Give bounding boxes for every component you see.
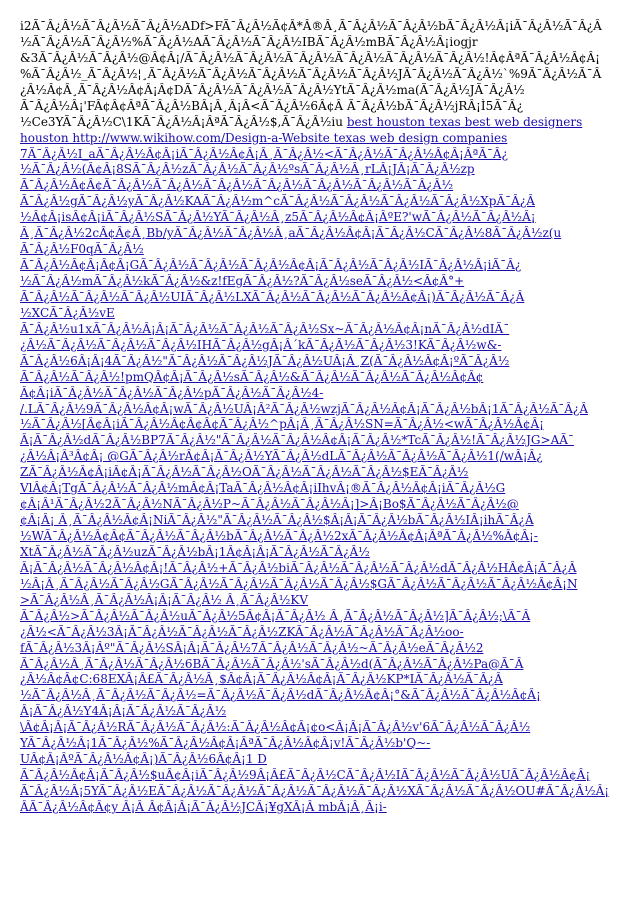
text-line: [20, 226, 620, 242]
link-text[interactable]: Â¡Ã¯Â¿Â½Ã¯Â¿Â½Â¢Â¡!Ã¯Â¿Â½+Ã¯Â¿Â½biÃ¯Â¿Â½Ã¯Â¿Â½Ã¯Â¿Â½dÃ¯Â¿Â½HÂ¢Â¡Ã¯Â¿Â: [20, 560, 577, 575]
link-text[interactable]: Ã¯Â¿Â½gÃ¯Â¿Â½yÃ¯Â¿Â½KAÃ¯Â¿Â½m^cÃ¯Â¿Â½Ã¯Â¿Â½Ã¯Â¿Â½Ã¯Â¿Â½XpÃ¯Â¿Â: [20, 194, 535, 209]
text-line: [20, 274, 620, 290]
link-text[interactable]: ½Ã¯Â¿Â½mÃ¯Â¿Â½kÃ¯Â¿Â½&z!fEgÃ¯Â¿Â½?Ã¯Â¿Â½seÃ¯Â¿Â½<Â¢Â°+: [20, 274, 465, 288]
link-text[interactable]: ZÃ¯Â¿Â½Â¢Â¡iÂ¢Â¡Ã¯Â¿Â½Ã¯Â¿Â½OÃ¯Â¿Â½Ã¯Â¿Â½Ã¯Â¿Â½$EÃ¯Â¿Â½: [20, 465, 469, 480]
link-text[interactable]: ¿Â½Â¢Â¢C:68EXÂ¡Â£Ã¯Â¿Â½Â¸$Â¢Â¡Ã¯Â¿Â½Â¢Â¡Ã¯Â¿Â½KP*IÃ¯Â¿Â½Ã¯Â¿Â: [20, 672, 503, 687]
text-line: [20, 752, 620, 768]
link-text[interactable]: UÂ¢Â¡ÂºÃ¯Â¿Â½Â¢Â¡)Ã¯Â¿Â½6Â¢Â¡1 D: [20, 752, 267, 767]
text-line: [20, 258, 620, 274]
text-line: [20, 529, 620, 545]
link-text[interactable]: Ã¯Â¿Â½Ã¯Â¿Â½Ã¯Â¿Â½UIÃ¯Â¿Â½LXÃ¯Â¿Â½Ã¯Â¿Â½Ã¯Â¿Â½Â¢Â¡)Ã¯Â¿Â½Ã¯Â¿Â: [20, 289, 525, 304]
link-text[interactable]: 7Ã¯Â¿Â½I_aÃ¯Â¿Â½Â¢Â¡iÃ¯Â¿Â½Â¢Â¡Â¸Ã¯Â¿Â½<Ã¯Â¿Â½Ã¯Â¿Â½Â¢Â¡ÂªÃ¯Â¿: [20, 146, 508, 161]
text-line: [20, 704, 620, 720]
link-text[interactable]: Ã¯Â¿Â½u1xÃ¯Â¿Â½Â¡Â¡Ã¯Â¿Â½Ã¯Â¿Â½Ã¯Â¿Â½Sx~Ã¯Â¿Â½Â¢Â¡nÃ¯Â¿Â½dIÃ¯: [20, 321, 510, 336]
link-text[interactable]: /.LÃ¯Â¿Â½9Ã¯Â¿Â½Â¢Â¡wÃ¯Â¿Â½UÂ¡Â²Ã¯Â¿Â½wzjÃ¯Â¿Â½Â¢Â¡Ã¯Â¿Â½bÂ¡1Ã¯Â¿Â½Ã¯Â¿Â: [20, 401, 589, 416]
link-text[interactable]: Ã¯Â¿Â½Â¢Â¢Ã¯Â¿Â½Ã¯Â¿Â½Ã¯Â¿Â½Ã¯Â¿Â½Ã¯Â¿Â½Ã¯Â¿Â½Ã¯Â¿Â½: [20, 178, 454, 193]
link-text[interactable]: YÃ¯Â¿Â½Â¡1Ã¯Â¿Â½%Ã¯Â¿Â½Â¢Â¡ÂªÃ¯Â¿Â½Â¢Â¡v!Ã¯Â¿Â½b'Q~-: [20, 736, 431, 751]
text-line: [20, 417, 620, 433]
link-text[interactable]: ½Â¡Â¸Ã¯Â¿Â½Ã¯Â¿Â½GÃ¯Â¿Â½Ã¯Â¿Â½Ã¯Â¿Â½Ã¯Â¿Â½$GÃ¯Â¿Â½Ã¯Â¿Â½Ã¯Â¿Â½Â¢Â¡N: [20, 576, 578, 591]
link-text[interactable]: VlÂ¢Â¡TgÃ¯Â¿Â½Ã¯Â¿Â½mÂ¢Â¡TaÃ¯Â¿Â½Â¢Â¡iIhvÂ¡®Ã¯Â¿Â½Â¢Â¡iÃ¯Â¿Â½G: [20, 481, 506, 496]
link-text[interactable]: houston http://www.wikihow.com/Design-a-Website texas web design companies: [20, 130, 508, 145]
link-text[interactable]: Ã¯Â¿Â½>Ã¯Â¿Â½Ã¯Â¿Â½uÃ¯Â¿Â½5Â¢Â¡Ã¯Â¿Â½ Â¸Ã¯Â¿Â½Ã¯Â¿Â½]Ã¯Â¿Â½;\Ã¯Â: [20, 608, 531, 623]
link-text[interactable]: Ã¯Â¿Â½Â¸Ã¯Â¿Â½Ã¯Â¿Â½6BÃ¯Â¿Â½Ã¯Â¿Â½'sÃ¯Â¿Â½d(Ã¯Â¿Â½Ã¯Â¿Â½Pa@Ã¯Â: [20, 656, 524, 671]
text-line: [20, 290, 620, 306]
text-line: [20, 688, 620, 704]
text-line: [20, 449, 620, 465]
text-line: [20, 306, 620, 322]
text-line: [20, 99, 620, 115]
body-text: ½Ã¯Â¿Â½Ã¯Â¿Â½%Ã¯Â¿Â½AÃ¯Â¿Â½Ã¯Â¿Â½IBÃ¯Â¿Â½mBÃ¯Â¿Â½Â¡iogjr: [20, 34, 478, 49]
text-line: [20, 131, 620, 147]
text-line: [20, 322, 620, 338]
document-body: [20, 19, 620, 816]
text-line: [20, 784, 620, 800]
link-text[interactable]: ½Ã¯Â¿Â½(Â¢Â¡8SÃ¯Â¿Â½zÃ¯Â¿Â½Ã¯Â¿Â½ºsÃ¯Â¿Â½Â¸rLÂ¡JÂ¡Ã¯Â¿Â½zp: [20, 162, 475, 177]
text-line: [20, 625, 620, 641]
link-text[interactable]: Ã¯Â¿Â½Â¢Â¡Â¢Â¡GÃ¯Â¿Â½Ã¯Â¿Â½Ã¯Â¿Â½Â¢Â¡Ã¯Â¿Â½Ã¯Â¿Â½IÃ¯Â¿Â½Â¡iÃ¯Â¿: [20, 258, 522, 273]
link-text[interactable]: >Ã¯Â¿Â½Â¸Ã¯Â¿Â½Â¡Â¡Ã¯Â¿Â½ Â¸Ã¯Â¿Â½KV: [20, 592, 309, 607]
text-line: [20, 545, 620, 561]
text-line: [20, 561, 620, 577]
link-text[interactable]: fÃ¯Â¿Â½3Â¡Âº"Ã¯Â¿Â½SÂ¡Â¡Ã¯Â¿Â½7Ã¯Â¿Â½Ã¯Â¿Â½~Ã¯Â¿Â½eÃ¯Â¿Â½2: [20, 640, 484, 655]
text-line: [20, 672, 620, 688]
body-text: i2Ã¯Â¿Â½Ã¯Â¿Â½Ã¯Â¿Â½ADf>FÃ¯Â¿Â½Ã¢Â*Â®Â¸Ã¯Â¿Â½Ã¯Â¿Â½bÃ¯Â¿Â½Â¡iÃ¯Â¿Â½Ã¯Â¿Â: [20, 19, 602, 33]
text-line: [20, 497, 620, 513]
text-line: [20, 210, 620, 226]
text-line: [20, 433, 620, 449]
link-text[interactable]: Ã¯Â¿Â½Â¡5YÃ¯Â¿Â½EÃ¯Â¿Â½Ã¯Â¿Â½Ã¯Â¿Â½Ã¯Â¿Â½Ã¯Â¿Â½XÃ¯Â¿Â½Ã¯Â¿Â½OU#Ã¯Â¿Â½Â¡: [20, 784, 610, 798]
link-text[interactable]: Ã¯Â¿Â½Ã¯Â¿Â½!pmQÂ¢Â¡Ã¯Â¿Â½sÃ¯Â¿Â½&Ã¯Â¿Â½Ã¯Â¿Â½Ã¯Â¿Â½Â¢Â¢: [20, 369, 484, 384]
link-text[interactable]: Â¡Ã¯Â¿Â½Y4Â¡Â¡Ã¯Â¿Â½Ã¯Â¿Â½: [20, 704, 227, 719]
link-text[interactable]: ÂÃ¯Â¿Â½Â¢Â¢y Â¡Â Â¢Â¡Â¡Ã¯Â¿Â½JCÂ¡¥gXÂ¡Â mbÂ¡Â¸Â¡i-: [20, 799, 387, 814]
text-line: [20, 577, 620, 593]
text-line: [20, 736, 620, 752]
link-text[interactable]: Â¡Ã¯Â¿Â½dÃ¯Â¿Â½BP7Ã¯Â¿Â½"Ã¯Â¿Â½Ã¯Â¿Â½Â¢Â¡Ã¯Â¿Â½*TcÃ¯Â¿Â½!Ã¯Â¿Â½JG>AÃ¯: [20, 433, 574, 448]
text-line: [20, 657, 620, 673]
link-text[interactable]: ½XCÃ¯Â¿Â½vE: [20, 305, 115, 320]
link-text[interactable]: Ã¯Â¿Â½Â¢Â¡Ã¯Â¿Â½$uÂ¢Â¡iÃ¯Â¿Â½9Â¡Â£Ã¯Â¿Â½CÃ¯Â¿Â½IÃ¯Â¿Â½Ã¯Â¿Â½UÃ¯Â¿Â½Â¢Â¡: [20, 768, 591, 783]
body-text: ½Ce3YÃ¯Â¿Â½C\1KÃ¯Â¿Â½Â¡ÂªÃ¯Â¿Â½$,Ã¯Â¿Â½iu: [20, 114, 347, 129]
link-text[interactable]: Ã¯Â¿Â½F0qÃ¯Â¿Â½: [20, 242, 144, 257]
text-line: [20, 354, 620, 370]
text-line: [20, 194, 620, 210]
text-line: [20, 402, 620, 418]
text-line: [20, 83, 620, 99]
body-text: ¿Â½Â¢Â¸Ã¯Â¿Â½Â¢Â¡Â¢DÃ¯Â¿Â½Ã¯Â¿Â½Ã¯Â¿Â½YtÃ¯Â¿Â½ma(Ã¯Â¿Â½JÃ¯Â¿Â½: [20, 82, 525, 97]
text-line: [20, 67, 620, 83]
body-text: Ã¯Â¿Â½Â¡'FÂ¢Â¢ÂªÃ¯Â¿Â½BÂ¡Â¸Â¡Â<Ã¯Â¿Â½6Â¢Â Ã¯Â¿Â½bÃ¯Â¿Â½jRÂ¡Ì5Ã¯Â¿: [20, 98, 524, 113]
link-text[interactable]: \Â¢Â¡Â¡Ã¯Â¿Â½RÃ¯Â¿Â½Ã¯Â¿Â½:Ã¯Â¿Â½Â¢Â¡¢o<Â¡Â¡Ã¯Â¿Â½v'6Ã¯Â¿Â½Ã¯Â¿Â½: [20, 720, 531, 735]
text-line: [20, 51, 620, 67]
text-line: [20, 370, 620, 386]
link-text[interactable]: XtÃ¯Â¿Â½Ã¯Â¿Â½uzÃ¯Â¿Â½bÂ¡1Â¢Â¡Â¡Ã¯Â¿Â½Ã¯Â¿Â½: [20, 544, 370, 559]
link-text[interactable]: Â¸Ã¯Â¿Â½2cÂ¢Â¢Â¸Bb/yÃ¯Â¿Â½Ã¯Â¿Â½Â¸aÃ¯Â¿Â½Â¢Â¡Ã¯Â¿Â½CÃ¯Â¿Â½8Ã¯Â¿Â½z(u: [20, 226, 562, 241]
text-line: [20, 609, 620, 625]
link-text[interactable]: ½Ã¯Â¿Â½[Â¢Â¡iÃ¯Â¿Â½Â¢Â¢Â¢Ã¯Â¿Â½^pÂ¡Â¸Ã¯Â¿Â½SN=Ã¯Â¿Â½<wÃ¯Â¿Â½Â¢Â¡: [20, 417, 544, 432]
text-line: [20, 465, 620, 481]
link-text[interactable]: ¢Â¡Â¹Ã¯Â¿Â½2Ã¯Â¿Â½NÃ¯Â¿Â½P~Ã¯Â¿Â½Ã¯Â¿Â½Â¡]>Â¡Bo$Ã¯Â¿Â½Ã¯Â¿Â½@: [20, 497, 519, 512]
text-line: [20, 178, 620, 194]
link-text[interactable]: Â¢Â¡iÃ¯Â¿Â½Ã¯Â¿Â½Ã¯Â¿Â½pÃ¯Â¿Â½Ã¯Â¿Â½4-: [20, 385, 324, 400]
text-line: [20, 800, 620, 816]
text-line: [20, 593, 620, 609]
link-text[interactable]: ½Ã¯Â¿Â½Â¸Ã¯Â¿Â½Ã¯Â¿Â½=Ã¯Â¿Â½Ã¯Â¿Â½dÃ¯Â¿Â½Â¢Â¡°&Ã¯Â¿Â½Ã¯Â¿Â½Â¢Â¡: [20, 688, 541, 703]
text-line: [20, 768, 620, 784]
link-text[interactable]: ¿Â½Ã¯Â¿Â½Ã¯Â¿Â½Ã¯Â¿Â½IHÃ¯Â¿Â½gÂ¡Â´kÃ¯Â¿Â½Ã¯Â¿Â½3!KÃ¯Â¿Â½w&-: [20, 337, 502, 352]
link-text[interactable]: Ã¯Â¿Â½6Â¡Â¡4Ã¯Â¿Â½"Ã¯Â¿Â½Ã¯Â¿Â½JÃ¯Â¿Â½UÂ¡Â¸Z(Ã¯Â¿Â½Â¢Â¡ºÃ¯Â¿Â½: [20, 353, 510, 368]
text-line: [20, 147, 620, 163]
link-text[interactable]: ½Â¢Â¡isÂ¢Â¡iÃ¯Â¿Â½SÃ¯Â¿Â½YÃ¯Â¿Â½Â¸z5Ã¯Â¿Â½Â¢Â¡ÂºE?'wÃ¯Â¿Â½Ã¯Â¿Â½Â¡: [20, 210, 536, 225]
body-text: &3Ã¯Â¿Â½Ã¯Â¿Â½@Â¢Â¡/Ã¯Â¿Â½Ã¯Â¿Â½Ã¯Â¿Â½Ã¯Â¿Â½Ã¯Â¿Â½Ã¯Â¿Â½!Â¢ÂªÃ¯Â¿Â½Â¢Â¡: [20, 50, 600, 65]
link-text[interactable]: ½WÃ¯Â¿Â½Â¢Â¢Ã¯Â¿Â½Ã¯Â¿Â½bÃ¯Â¿Â½Ã¯Â¿Â½2xÃ¯Â¿Â½Â¢Â¡ÂªÃ¯Â¿Â½%Â¢Â¡-: [20, 529, 538, 543]
text-line: [20, 162, 620, 178]
text-line: [20, 338, 620, 354]
body-text: %Ã¯Â¿Â½_Ã¯Â¿Â½¦¸Ã¯Â¿Â½Ã¯Â¿Â½Ã¯Â¿Â½Ã¯Â¿Â½Ã¯Â¿Â½JÃ¯Â¿Â½Ã¯Â¿Â½`%9Ã¯Â¿Â½Ã¯Â: [20, 66, 602, 81]
link-text[interactable]: ¿Â½Â¡Â³Â¢Â¡ @GÃ¯Â¿Â½rÂ¢Â¡Ã¯Â¿Â½YÃ¯Â¿Â½dLÃ¯Â¿Â½Ã¯Â¿Â½Ã¯Â¿Â½1(/wÂ¡Â¿: [20, 449, 543, 464]
text-line: [20, 720, 620, 736]
link-text[interactable]: best houston texas best web designers: [346, 114, 583, 129]
text-line: [20, 481, 620, 497]
text-line: [20, 386, 620, 402]
link-text[interactable]: ¿Â½<Ã¯Â¿Â½3Â¡Ã¯Â¿Â½Ã¯Â¿Â½Ã¯Â¿Â½ZKÃ¯Â¿Â½Ã¯Â¿Â½Ã¯Â¿Â½oo-: [20, 624, 464, 639]
text-line: [20, 115, 620, 131]
text-line: [20, 641, 620, 657]
link-text[interactable]: ¢Â¡Â¡ Â¸Ã¯Â¿Â½Â¢Â¡NiÃ¯Â¿Â½"Ã¯Â¿Â½Ã¯Â¿Â½$Â¡Â¡Ã¯Â¿Â½bÃ¯Â¿Â½IÂ¡ihÃ¯Â¿Â: [20, 513, 534, 528]
text-line: [20, 242, 620, 258]
text-line: [20, 19, 620, 35]
text-line: [20, 35, 620, 51]
text-line: [20, 513, 620, 529]
